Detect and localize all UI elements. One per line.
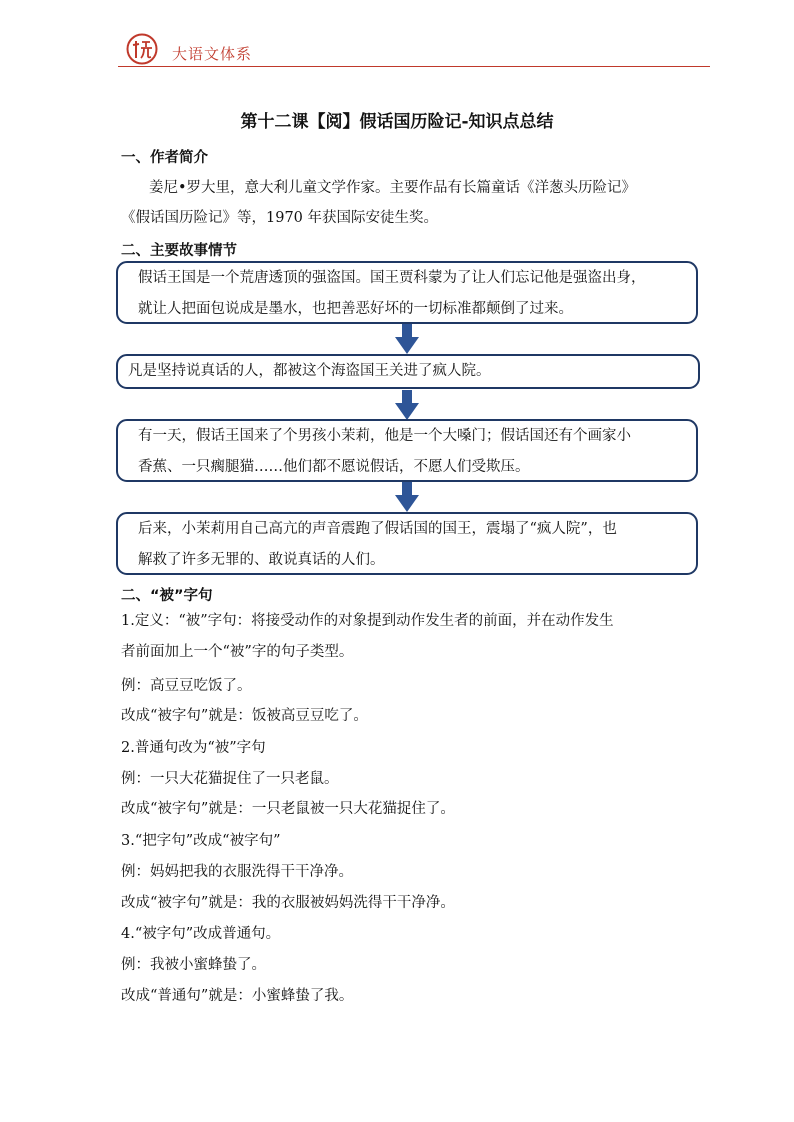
plot-box-4: [116, 512, 698, 575]
bei-line: 例：妈妈把我的衣服洗得干干净净。: [121, 864, 353, 880]
down-arrow-icon: [395, 390, 419, 420]
plot-box-2: [116, 354, 700, 389]
plot-box-4-line-2: 解救了许多无罪的、敢说真话的人们。: [138, 552, 385, 568]
section-heading-author: 一、作者简介: [121, 150, 208, 166]
plot-box-1: [116, 261, 698, 324]
plot-box-1-line-2: 就让人把面包说成是墨水，也把善恶好坏的一切标准都颠倒了过来。: [138, 301, 573, 317]
brand-text: 大语文体系: [172, 45, 253, 63]
plot-box-2-line-1: 凡是坚持说真话的人，都被这个海盗国王关进了疯人院。: [128, 363, 491, 379]
bei-line: 例：我被小蜜蜂蛰了。: [121, 957, 266, 973]
section-heading-bei-sentence: 二、“被”字句: [121, 588, 213, 604]
bei-line: 例：一只大花猫捉住了一只老鼠。: [121, 771, 339, 787]
author-text-line-1: 姜尼•罗大里，意大利儿童文学作家。主要作品有长篇童话《洋葱头历险记》: [149, 180, 637, 196]
plot-box-4-line-1: 后来，小茉莉用自己高亢的声音震跑了假话国的国王，震塌了“疯人院”，也: [138, 521, 617, 537]
bei-line: 改成“被字句”就是：我的衣服被妈妈洗得干干净净。: [121, 895, 455, 911]
section-heading-plot: 二、主要故事情节: [121, 243, 237, 259]
header-rule: [118, 66, 710, 67]
bei-line: 改成“普通句”就是：小蜜蜂蛰了我。: [121, 988, 354, 1004]
bei-line: 例：高豆豆吃饭了。: [121, 678, 252, 694]
bei-line: 1.定义：“被”字句：将接受动作的对象提到动作发生者的前面，并在动作发生: [121, 613, 614, 629]
logo-seal-icon: [126, 33, 158, 65]
plot-box-1-line-1: 假话王国是一个荒唐透顶的强盗国。国王贾科蒙为了让人们忘记他是强盗出身，: [138, 270, 646, 286]
page-header: [118, 30, 710, 70]
page-title: 第十二课【阅】假话国历险记-知识点总结: [240, 112, 554, 132]
plot-box-3-line-1: 有一天，假话王国来了个男孩小茉莉，他是一个大嗓门；假话国还有个画家小: [138, 428, 631, 444]
bei-line: 2.普通句改为“被”字句: [121, 740, 266, 756]
bei-line: 者前面加上一个“被”字的句子类型。: [121, 644, 354, 660]
plot-box-3: [116, 419, 698, 482]
down-arrow-icon: [395, 482, 419, 512]
bei-line: 改成“被字句”就是：一只老鼠被一只大花猫捉住了。: [121, 801, 455, 817]
bei-line: 4.“被字句”改成普通句。: [121, 926, 281, 942]
down-arrow-icon: [395, 324, 419, 354]
bei-line: 改成“被字句”就是：饭被高豆豆吃了。: [121, 708, 368, 724]
plot-box-3-line-2: 香蕉、一只瘸腿猫……他们都不愿说假话，不愿人们受欺压。: [138, 459, 530, 475]
author-text-line-2: 《假话国历险记》等，1970 年获国际安徒生奖。: [121, 210, 439, 226]
bei-line: 3.“把字句”改成“被字句”: [121, 833, 281, 849]
